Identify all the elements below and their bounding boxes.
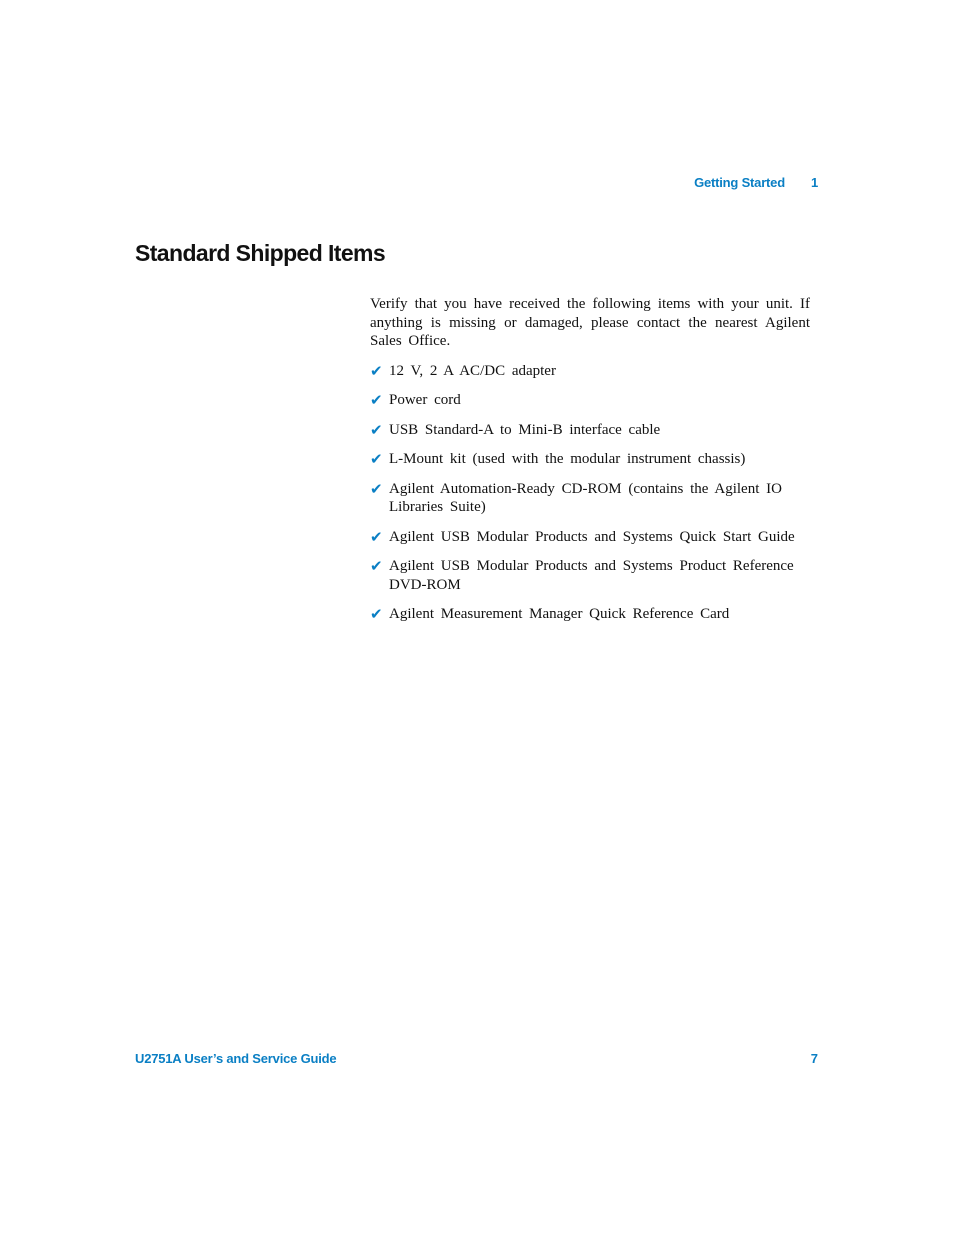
- footer-guide-title: U2751A User’s and Service Guide: [135, 1051, 337, 1066]
- section-body: [370, 295, 810, 635]
- checkmark-icon: ✔: [370, 391, 383, 409]
- list-item-text: Power cord: [389, 392, 461, 408]
- list-item: [370, 421, 810, 440]
- chapter-title: Getting Started: [694, 175, 785, 190]
- running-header: [694, 175, 818, 190]
- list-item: [370, 480, 810, 517]
- intro-paragraph: Verify that you have received the following items with your unit. If anything is missing or damaged, please contact the nearest Agilent Sales Office.: [370, 296, 810, 349]
- list-item-text: Agilent Automation-Ready CD-ROM (contains the Agilent IO Libraries Suite): [389, 480, 782, 515]
- list-item: [370, 450, 810, 469]
- checkmark-icon: ✔: [370, 527, 383, 546]
- list-item: [370, 391, 810, 410]
- list-item-text: Agilent Measurement Manager Quick Reference Card: [389, 606, 730, 622]
- checkmark-icon: ✔: [370, 450, 383, 468]
- list-item: [370, 557, 810, 594]
- chapter-number: 1: [810, 175, 818, 190]
- checkmark-icon: ✔: [370, 479, 383, 498]
- list-item: [370, 362, 810, 381]
- list-item: [370, 605, 810, 624]
- section-title: Standard Shipped Items: [135, 240, 386, 266]
- checkmark-icon: ✔: [370, 420, 383, 439]
- checkmark-icon: ✔: [370, 557, 383, 575]
- checkmark-icon: ✔: [370, 605, 383, 623]
- list-item-text: 12 V, 2 A AC/DC adapter: [389, 362, 556, 379]
- list-item-text: Agilent USB Modular Products and Systems Product Reference DVD-ROM: [389, 558, 794, 593]
- list-item-text: Agilent USB Modular Products and Systems Quick Start Guide: [389, 528, 795, 545]
- list-item-text: USB Standard-A to Mini-B interface cable: [389, 421, 661, 438]
- list-item-text: L-Mount kit (used with the modular instrument chassis): [389, 451, 746, 467]
- footer-page-number: 7: [810, 1051, 818, 1066]
- checkmark-icon: ✔: [370, 361, 383, 380]
- shipped-items-list: [370, 362, 810, 624]
- list-item: [370, 528, 810, 547]
